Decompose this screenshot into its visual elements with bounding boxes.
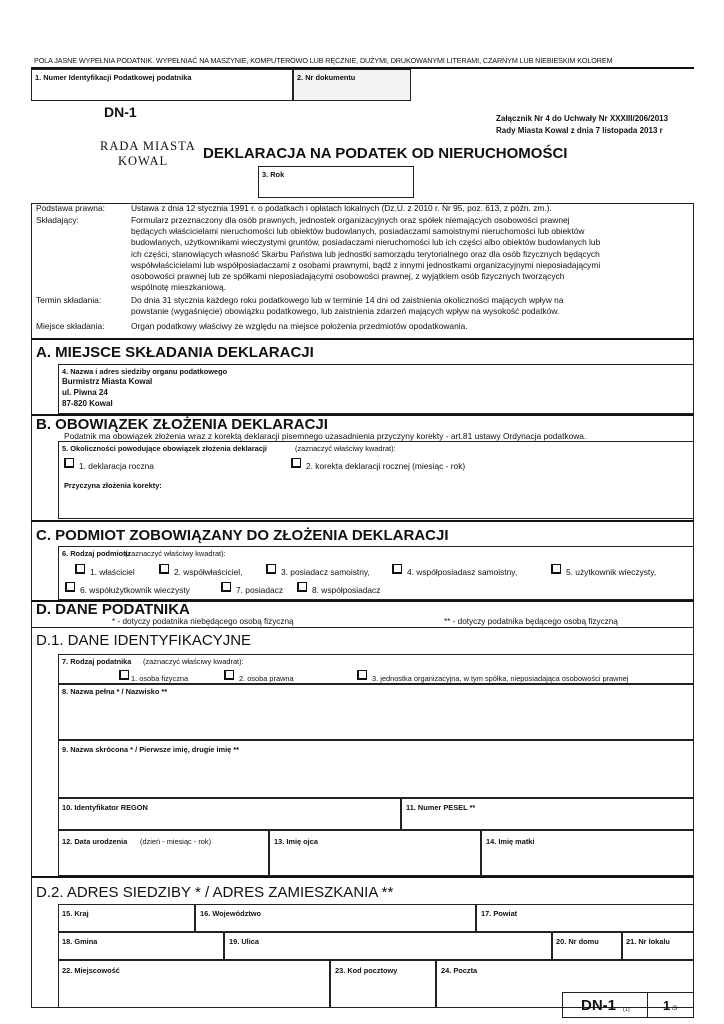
regon-field[interactable]: 10. Identyfikator REGON	[58, 798, 401, 830]
form-code: DN-1	[104, 104, 137, 120]
co-holder-checkbox[interactable]	[297, 582, 307, 592]
owner-checkbox[interactable]	[75, 564, 85, 574]
co-possessor-checkbox[interactable]	[392, 564, 402, 574]
street-field[interactable]: 19. Ulica	[224, 932, 552, 960]
full-name-field[interactable]: 8. Nazwa pełna * / Nazwisko **	[58, 684, 694, 740]
perpetual-co-user-checkbox[interactable]	[65, 582, 75, 592]
council-name-line1: RADA MIASTA	[100, 139, 196, 153]
postal-code-field[interactable]: 23. Kod pocztowy	[330, 960, 436, 1008]
legal-person-checkbox[interactable]	[224, 670, 234, 680]
submitter-label: Składający:	[36, 215, 79, 225]
possessor-checkbox[interactable]	[266, 564, 276, 574]
short-name-field[interactable]: 9. Nazwa skrócona * / Pierwsze imię, drugie imię **	[58, 740, 694, 798]
footer-page-number: 1	[663, 998, 671, 1013]
section-a-title: A. MIEJSCE SKŁADANIA DEKLARACJI	[36, 344, 314, 361]
place-text: Organ podatkowy właściwy ze względu na miejsce położenia przedmiotów opodatkowania.	[131, 321, 468, 331]
note-non-natural-person: * - dotyczy podatnika niebędącego osobą fizyczną	[112, 617, 294, 626]
section-c-rule	[31, 520, 694, 522]
section-a-rule	[31, 338, 694, 340]
deadline-text: Do dnia 31 stycznia każdego roku podatkowego lub w terminie 14 dni od zaistnienia okoliczności mających wpływ na powstanie (wygaśnięcie) obowiązku podatkowego, lub zaistnienia zdarzeń mających wpływ na wysokość podatków.	[131, 295, 564, 317]
correction-checkbox[interactable]	[291, 458, 301, 468]
footer-divider	[647, 993, 648, 1017]
holder-checkbox[interactable]	[221, 582, 231, 592]
legal-basis-label: Podstawa prawna:	[36, 203, 105, 213]
document-number-field: 2. Nr dokumentu	[293, 69, 411, 101]
municipality-field[interactable]: 18. Gmina	[58, 932, 224, 960]
pesel-field[interactable]: 11. Numer PESEL **	[401, 798, 694, 830]
attachment-line2: Rady Miasta Kowal z dnia 7 listopada 2013 r	[496, 126, 663, 135]
tax-office-field: 4. Nazwa i adres siedziby organu podatkowego Burmistrz Miasta Kowal ul. Piwna 24 87-820 Kowal	[58, 364, 694, 414]
section-d-title: D. DANE PODATNIKA	[36, 601, 190, 618]
co-owner-checkbox[interactable]	[159, 564, 169, 574]
attachment-line1: Załącznik Nr 4 do Uchwały Nr XXXIII/206/2013	[496, 114, 669, 123]
year-field[interactable]: 3. Rok	[258, 166, 414, 198]
place-label: Miejsce składania:	[36, 321, 105, 331]
annual-declaration-checkbox[interactable]	[64, 458, 74, 468]
deadline-label: Termin składania:	[36, 295, 102, 305]
legal-basis: Ustawa z dnia 12 stycznia 1991 r. o podatkach i opłatach lokalnych (Dz.U. z 2010 r. Nr 95, poz. 613, z późn. zm.).	[131, 203, 552, 213]
mother-name-field[interactable]: 14. Imię matki	[481, 830, 694, 876]
note-natural-person: ** - dotyczy podatnika będącego osobą fizyczną	[444, 617, 618, 626]
submitter-text: Formularz przeznaczony dla osób prawnych, jednostek organizacyjnych oraz spółek niemających osobowości prawnej będących właścicielami nieruchomości lub obiektów budowlanych, posiadaczami samoistnymi nieruchomości lub obiektów budowlanych, użytkownikami wieczystymi gruntów, posiadaczami nieruchomości lub ich części albo obiektów budowlanych lub ich części, stanowiących własność Skarbu Państwa lub jednostki samorządu terytorialnego oraz dla osób fizycznych będących współwłaścicielami lub współposiadaczami z osobami prawnymi, bądź z innymi jednostkami organizacyjnymi nieposiadającymi osobowości prawnej lub ze spółkami nieposiadającymi osobowości prawnej, z wyjątkiem osób fizycznych tworzących wspólnotę mieszkaniową.	[131, 215, 601, 293]
organizational-unit-checkbox[interactable]	[357, 670, 367, 680]
city-field[interactable]: 22. Miejscowość	[58, 960, 330, 1008]
voivodeship-field[interactable]: 16. Województwo	[195, 904, 476, 932]
section-b-subtitle: Podatnik ma obowiązek złożenia wraz z korektą deklaracji pisemnego uzasadnienia przyczyny korekty - art.81 ustawy Ordynacja podatkowa.	[64, 431, 587, 441]
birth-date-field[interactable]: 12. Data urodzenia (dzień - miesiąc - rok)	[58, 830, 269, 876]
county-field[interactable]: 17. Powiat	[476, 904, 694, 932]
country-field[interactable]: 15. Kraj	[58, 904, 195, 932]
father-name-field[interactable]: 13. Imię ojca	[269, 830, 481, 876]
council-name-line2: KOWAL	[118, 154, 169, 168]
section-b-title: B. OBOWIĄZEK ZŁOŻENIA DEKLARACJI	[36, 416, 328, 433]
footer-page-total: /3	[672, 1006, 678, 1012]
apartment-number-field[interactable]: 21. Nr lokalu	[622, 932, 694, 960]
d-note-rule	[31, 627, 694, 628]
d2-title: D.2. ADRES SIEDZIBY * / ADRES ZAMIESZKANIA **	[36, 884, 394, 901]
entity-type-field: 6. Rodzaj podmiotu (zaznaczyć właściwy kwadrat): 1. właściciel 2. współwłaściciel, 3. posiadacz samoistny, 4. współposiadasz samoistny, 5. użytkownik wieczysty, 6. współużytkownik wieczysty 7. posiadacz 8. współposiadacz	[58, 546, 694, 600]
section-c-title: C. PODMIOT ZOBOWIĄZANY DO ZŁOŻENIA DEKLARACJI	[36, 527, 449, 544]
footer-box	[562, 992, 694, 1018]
footer-form-code: DN-1	[581, 997, 617, 1014]
top-instruction: POLA JASNE WYPEŁNIA PODATNIK. WYPEŁNIAĆ NA MASZYNIE, KOMPUTEROWO LUB RĘCZNIE, DUŻYMI, DRUKOWANYMI LITERAMI, CZARNYM LUB NIEBIESKIM KOLOREM	[34, 56, 613, 65]
d1-title: D.1. DANE IDENTYFIKACYJNE	[36, 632, 252, 649]
taxpayer-type-field: 7. Rodzaj podatnika (zaznaczyć właściwy kwadrat): 1. osoba fizyczna 2. osoba prawna 3. jednostka organizacyjna, w tym spółka, nieposiadająca osobowości prawnej	[58, 654, 694, 684]
nip-field[interactable]: 1. Numer Identyfikacji Podatkowej podatnika	[31, 69, 293, 101]
natural-person-checkbox[interactable]	[119, 670, 129, 680]
declaration-reason-field: 5. Okoliczności powodujące obowiązek złożenia deklaracji (zaznaczyć właściwy kwadrat): 1. deklaracja roczna 2. korekta deklaracji rocznej (miesiąc - rok) Przyczyna złożenia korekty:	[58, 441, 694, 519]
footer-form-code-sub: (1)	[623, 1007, 630, 1013]
d2-rule	[31, 876, 694, 878]
house-number-field[interactable]: 20. Nr domu	[552, 932, 622, 960]
perpetual-user-checkbox[interactable]	[551, 564, 561, 574]
form-title: DEKLARACJA NA PODATEK OD NIERUCHOMOŚCI	[203, 145, 568, 162]
post-office-field[interactable]: 24. Poczta	[436, 960, 694, 1008]
